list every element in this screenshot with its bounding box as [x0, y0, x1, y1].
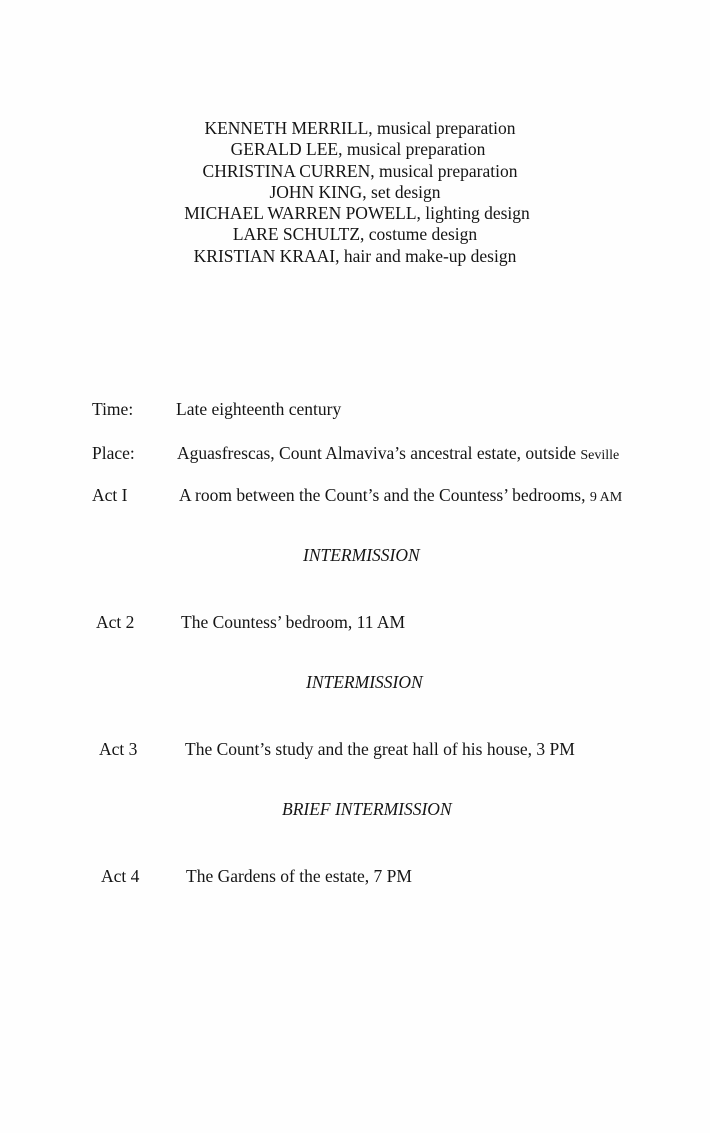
- setting-time-text: Late eighteenth century: [176, 399, 342, 419]
- production-credits: [0, 118, 710, 267]
- act-3-label: Act 3: [99, 739, 138, 759]
- act-2-label: Act 2: [96, 612, 135, 632]
- setting-place-main: Aguasfrescas, Count Almaviva’s ancestral estate, outside: [177, 443, 581, 463]
- act-4-label: Act 4: [101, 866, 140, 886]
- act-1-label: Act I: [92, 485, 128, 505]
- credit-line: CHRISTINA CURREN, musical preparation: [202, 160, 518, 181]
- intermission-2: INTERMISSION: [306, 672, 423, 692]
- credit-line: LARE SCHULTZ, costume design: [232, 224, 478, 245]
- credit-line: JOHN KING, set design: [269, 181, 441, 202]
- intermission-1: INTERMISSION: [303, 545, 420, 565]
- act-3-text: The Count’s study and the great hall of his house, 3 PM: [185, 739, 575, 759]
- credit-line: MICHAEL WARREN POWELL, lighting design: [184, 203, 530, 224]
- setting-place-text: [177, 443, 619, 464]
- act-4-text: The Gardens of the estate, 7 PM: [186, 866, 412, 886]
- credit-line: KRISTIAN KRAAI, hair and make-up design: [193, 245, 517, 266]
- act-2-text: The Countess’ bedroom, 11 AM: [181, 612, 406, 632]
- credit-line: GERALD LEE, musical preparation: [230, 139, 486, 160]
- setting-place-city: Seville: [580, 448, 620, 463]
- setting-place-label: Place:: [92, 443, 135, 463]
- setting-time-label: Time:: [92, 399, 134, 419]
- brief-intermission: BRIEF INTERMISSION: [282, 799, 452, 819]
- credit-line: KENNETH MERRILL, musical preparation: [204, 118, 516, 138]
- act-1-text: [179, 485, 622, 506]
- act-1-time: 9 AM: [589, 490, 623, 505]
- act-1-scene: A room between the Count’s and the Countess’ bedrooms,: [179, 485, 590, 505]
